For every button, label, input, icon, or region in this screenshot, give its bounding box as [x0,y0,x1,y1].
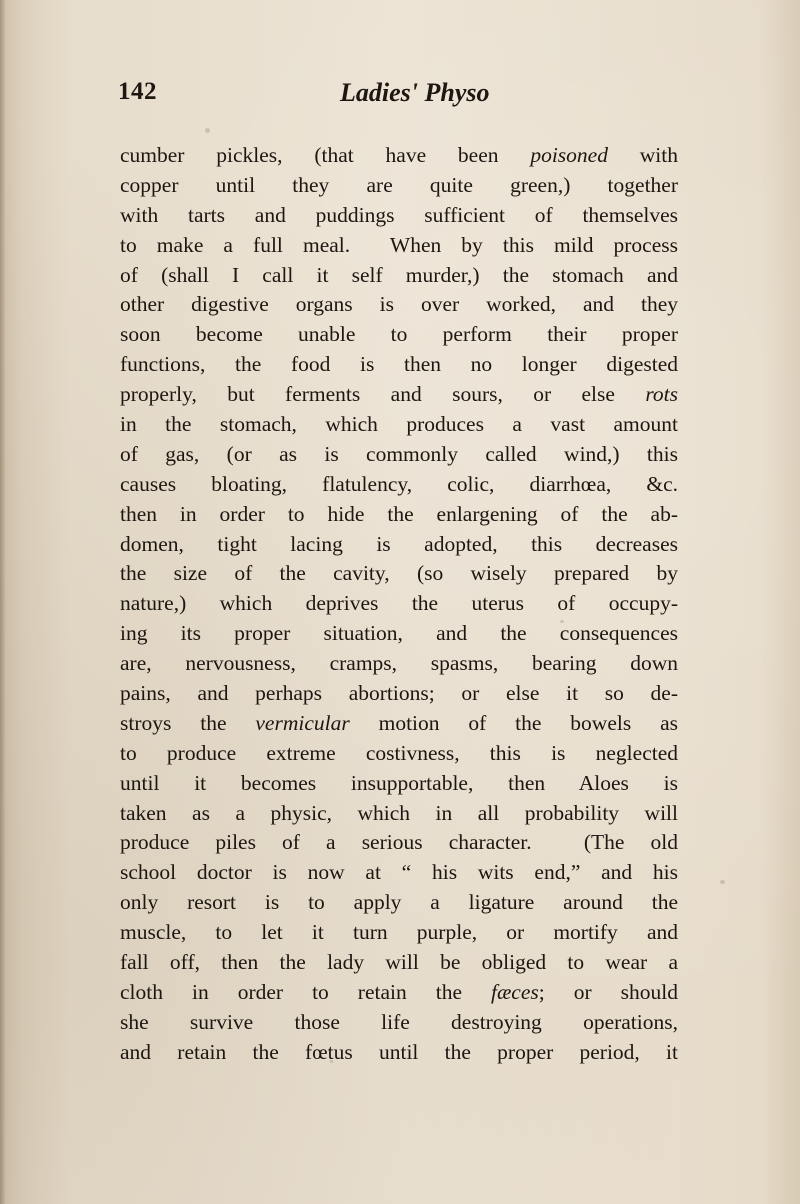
italic-text-segment: rots [645,382,678,407]
text-line [120,888,678,918]
text-segment: nature,) which deprives the uterus of occupy- [120,591,678,616]
text-segment: ; or should [538,979,678,1004]
text-line [120,649,678,679]
text-segment: domen, tight lacing is adopted, this decreases [120,531,678,556]
text-line [120,290,678,320]
text-segment: school doctor is now at “ his wits end,” and his [120,860,678,885]
text-segment: she survive those life destroying operations, [120,1009,678,1034]
text-line [120,828,678,858]
body-text [120,141,678,1068]
text-line [120,470,678,500]
text-line [120,739,678,769]
text-line [120,978,678,1008]
text-line [120,679,678,709]
text-line [120,141,678,171]
text-segment: in the stomach, which produces a vast amount [120,412,678,437]
text-line [120,769,678,799]
text-line [120,948,678,978]
binding-shadow [0,0,6,1204]
text-segment: only resort is to apply a ligature around the [120,890,678,915]
text-segment: to produce extreme costivness, this is neglected [120,740,678,765]
text-segment: muscle, to let it turn purple, or mortify and [120,920,678,945]
italic-text-segment: vermicular [255,710,350,735]
text-line [120,171,678,201]
text-segment: other digestive organs is over worked, and they [120,292,678,317]
text-segment: causes bloating, flatulency, colic, diarrhœa, &c. [120,471,678,496]
text-segment: taken as a physic, which in all probability will [120,800,678,825]
text-line [120,589,678,619]
text-segment: cloth in order to retain the [120,979,491,1004]
page-header [118,78,678,118]
paper-speck [720,880,725,884]
text-line [120,380,678,410]
paper-speck [205,128,210,133]
text-segment: cumber pickles, (that have been [120,143,531,167]
text-segment: to make a full meal. When by this mild process [120,232,678,257]
text-segment: with [607,143,678,167]
text-line [120,559,678,589]
text-line [120,530,678,560]
text-line [120,320,678,350]
text-segment: stroys the [120,710,256,735]
text-segment: properly, but ferments and sours, or else [120,382,646,407]
text-line [120,201,678,231]
text-line [120,858,678,888]
text-line [120,440,678,470]
italic-text-segment: fæces [490,979,539,1004]
text-segment: with tarts and puddings sufficient of themselves [120,202,678,227]
text-segment: until it becomes insupportable, then Aloes is [120,770,678,795]
text-segment: the size of the cavity, (so wisely prepared by [120,561,678,586]
text-segment: soon become unable to perform their proper [120,322,678,347]
text-segment: of gas, (or as is commonly called wind,) this [120,441,678,466]
text-segment: functions, the food is then no longer digested [120,352,678,377]
text-line [120,261,678,291]
running-head: Ladies' Physo [340,78,490,107]
paper-speck [330,1060,333,1063]
page-number: 142 [118,78,157,105]
text-line [120,799,678,829]
text-segment: of (shall I call it self murder,) the stomach and [120,262,678,287]
text-line [120,1008,678,1038]
text-line [120,231,678,261]
text-line [120,410,678,440]
text-segment: and retain the fœtus until the proper period, it [120,1039,678,1064]
paper-speck [560,620,564,623]
text-line [120,350,678,380]
text-line [120,619,678,649]
text-segment: are, nervousness, cramps, spasms, bearing down [120,651,678,676]
text-segment: fall off, then the lady will be obliged to wear a [120,950,678,975]
text-segment: copper until they are quite green,) together [120,172,678,197]
italic-text-segment: poisoned [530,143,608,167]
text-segment: ing its proper situation, and the consequences [120,621,678,646]
text-segment: pains, and perhaps abortions; or else it so de- [120,681,678,706]
text-line [120,709,678,739]
text-line [120,500,678,530]
text-segment: then in order to hide the enlargening of the ab- [120,501,678,526]
text-segment: produce piles of a serious character. (The old [120,830,678,855]
text-line [120,918,678,948]
text-line [120,1038,678,1068]
text-segment: motion of the bowels as [349,710,678,735]
